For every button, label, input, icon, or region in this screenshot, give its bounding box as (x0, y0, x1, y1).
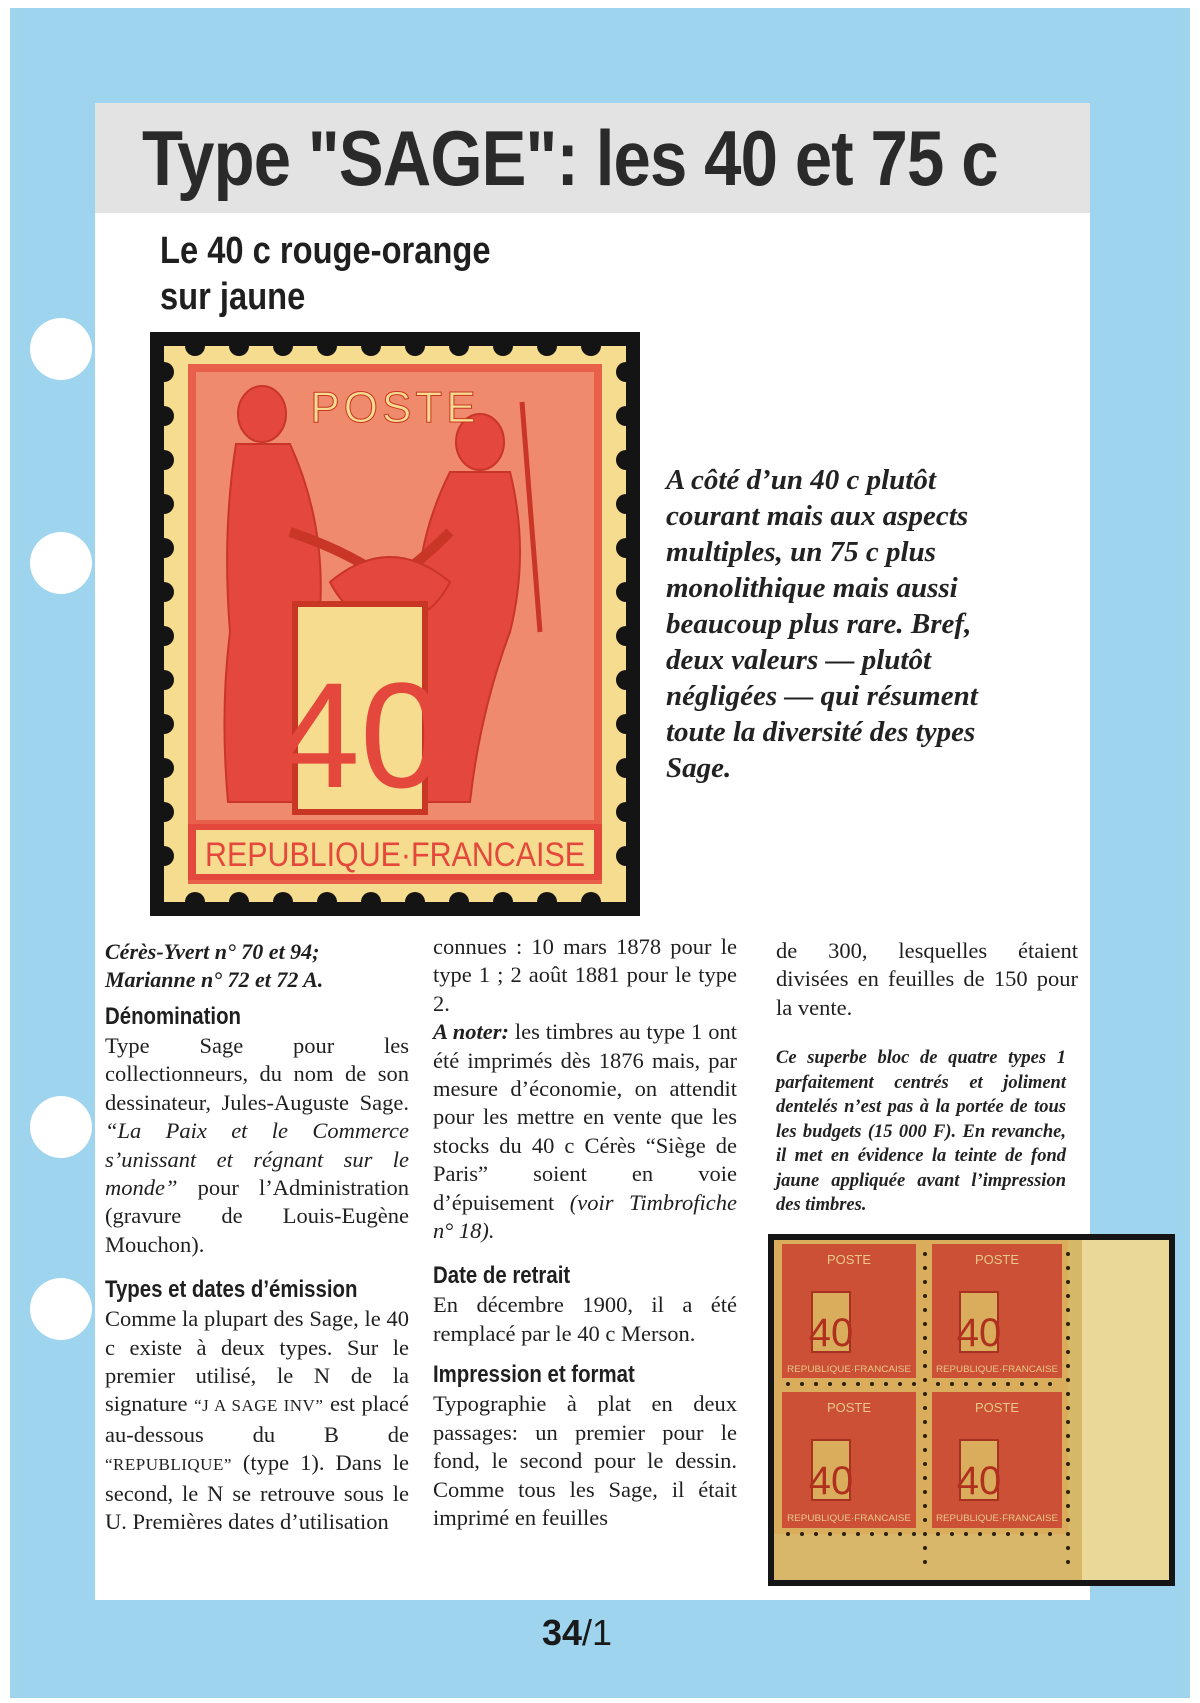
block-stamp-cell (932, 1244, 1062, 1378)
text-run-italic: “La Paix et le Commerce s’unissant et régnant sur le monde” (105, 1118, 409, 1201)
retrait-paragraph: En décembre 1900, il a été remplacé par le 40 c Merson. (433, 1292, 737, 1346)
note-paragraph (433, 1018, 737, 1245)
impression-paragraph: Typographie à plat en deux passages: un premier pour le fond, le second pour le dessin. Comme tous les Sage, il était imprimé en feuilles (433, 1391, 737, 1530)
block-value-text: 40 (808, 1459, 854, 1503)
page-title: Type "SAGE": les 40 et 75 c (142, 114, 998, 202)
binder-hole (30, 1278, 92, 1340)
block-value-text: 40 (956, 1459, 1002, 1503)
text-run: Type Sage pour les collectionneurs, du nom de son dessinateur, Jules-Auguste Sage. (105, 1033, 409, 1115)
text-run: est placé au-dessous du B de (105, 1391, 409, 1447)
text-run-italic: (voir Timbrofiche n° 18). (433, 1189, 737, 1244)
text-run-smallcaps: “J A SAGE INV” (194, 1396, 324, 1416)
text-column-2 (433, 933, 737, 1532)
dates-continuation-paragraph: connues : 10 mars 1878 pour le type 1 ; 2 août 1881 pour le type 2. (433, 934, 737, 1016)
block-poste-text: POSTE (826, 1252, 872, 1267)
block-stamp-cell (782, 1244, 916, 1378)
heading-denomination: Dénomination (105, 1003, 241, 1030)
page-number-main: 34 (542, 1612, 583, 1653)
catalogue-reference: Cérès-Yvert n° 70 et 94; (105, 939, 320, 964)
format-continuation-paragraph: de 300, lesquelles étaient divisées en feuilles de 150 pour la vente. (776, 938, 1078, 1020)
text-run: pour l’Administration (gravure de Louis-Eugène Mouchon). (105, 1175, 409, 1257)
text-column-1 (105, 938, 409, 1537)
subtitle-line: sur jaune (160, 276, 306, 318)
text-run: (type 1). Dans le second, le N se retrouve sous le U. Premières dates d’utilisation (105, 1450, 409, 1535)
denomination-paragraph (105, 1032, 409, 1259)
heading-impression: Impression et format (433, 1361, 635, 1389)
text-run-smallcaps: “REPUBLIQUE” (105, 1455, 232, 1475)
heading-retrait: Date de retrait (433, 1262, 571, 1290)
text-run: Comme la plupart des Sage, le 40 c existe à deux types. Sur le premier utilisé, le N de la signature (105, 1306, 409, 1417)
text-run: les timbres au type 1 ont été imprimés dès 1876 mais, par mesure d’économie, on attendit pour les mettre en vente que les stocks du 40 c Cérès “Siège de Paris” soient en voie d’épuisement (433, 1019, 737, 1215)
stamp-country-text: REPUBLIQUE·FRANCAISE (205, 836, 585, 874)
block-of-four-image (768, 1234, 1175, 1586)
page-number-sub: /1 (582, 1612, 613, 1653)
block-country-text: REPUBLIQUE·FRANCAISE (787, 1513, 911, 1523)
catalogue-reference: Marianne n° 72 et 72 A. (105, 967, 324, 992)
block-country-text: REPUBLIQUE·FRANCAISE (936, 1513, 1058, 1523)
block-country-text: REPUBLIQUE·FRANCAISE (787, 1364, 911, 1374)
block-poste-text: POSTE (974, 1252, 1020, 1267)
stamp-poste-text: POSTE (310, 383, 480, 432)
heading-types-dates: Types et dates d’émission (105, 1276, 358, 1304)
block-stamp-cell (932, 1392, 1062, 1528)
block-stamp-cell (782, 1392, 916, 1528)
block-country-text: REPUBLIQUE·FRANCAISE (936, 1364, 1058, 1374)
note-label: A noter: (433, 1019, 509, 1045)
block-value-text: 40 (956, 1311, 1002, 1355)
lede-paragraph: A côté d’un 40 c plutôt courant mais aux aspects multiples, un 75 c plus monolithique mais aussi beaucoup plus rare. Bref, deux valeurs — plutôt négligées — qui résument toute la diversité des types Sage. (666, 464, 978, 784)
binder-hole (30, 1096, 92, 1158)
binder-hole (30, 532, 92, 594)
page-number (542, 1612, 612, 1654)
block-poste-text: POSTE (974, 1400, 1020, 1415)
stamp-40c-image (150, 332, 640, 916)
block-caption: Ce superbe bloc de quatre types 1 parfaitement centrés et joliment dentelés n’est pas à la portée de tous les budgets (15 000 F). En revanche, il met en évidence la teinte de fond jaune appliquée avant l’impression des timbres. (776, 1048, 1066, 1215)
binder-hole (30, 318, 92, 380)
block-value-text: 40 (808, 1311, 854, 1355)
subtitle-line: Le 40 c rouge-orange (160, 230, 491, 272)
text-column-3 (776, 937, 1078, 1022)
types-paragraph (105, 1305, 409, 1536)
block-poste-text: POSTE (826, 1400, 872, 1415)
stamp-value-text: 40 (276, 651, 444, 819)
section-subtitle (160, 228, 491, 320)
